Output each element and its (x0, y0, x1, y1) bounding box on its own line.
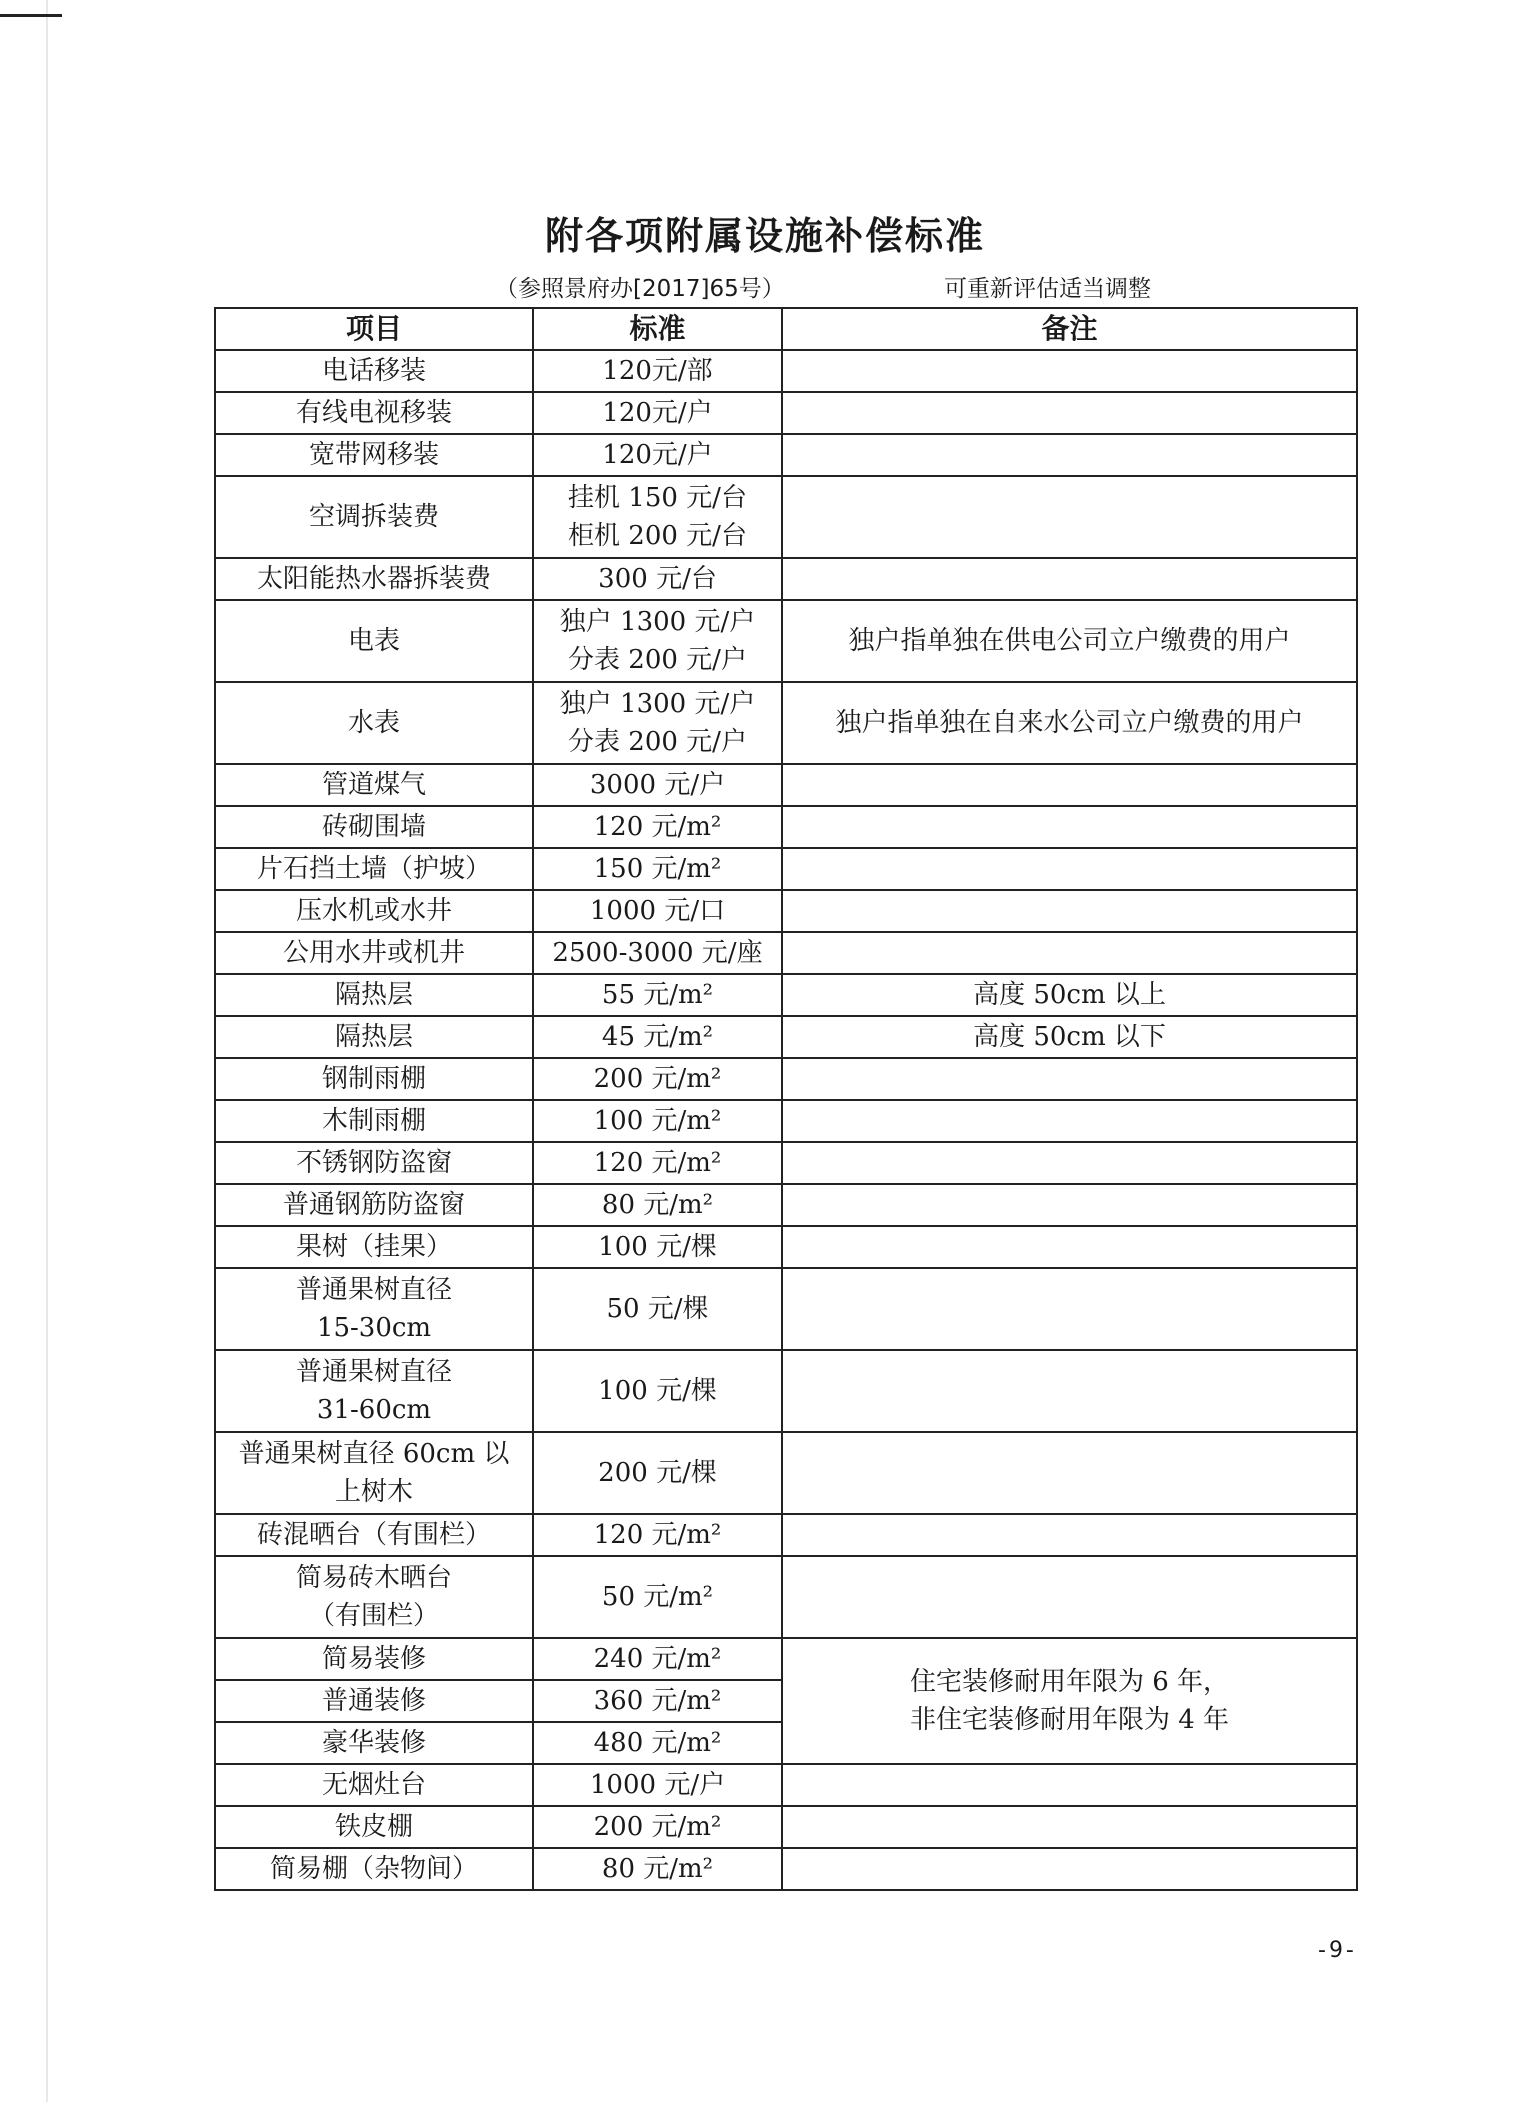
item-line: 上树木 (334, 1477, 413, 1507)
table-row (215, 1142, 1357, 1184)
item-cell: 公用水井或机井 (215, 932, 533, 974)
standard-cell: 120 元/m² (533, 1142, 782, 1184)
table-row (215, 848, 1357, 890)
remark-cell (782, 1514, 1357, 1556)
standard-cell: 120 元/m² (533, 806, 782, 848)
header-item: 项目 (215, 308, 533, 350)
remark-cell (782, 1100, 1357, 1142)
table-row (215, 890, 1357, 932)
table-row (215, 1556, 1357, 1638)
remark-cell (782, 848, 1357, 890)
item-cell: 简易装修 (215, 1638, 533, 1680)
remark-cell (782, 932, 1357, 974)
page-number: -9- (1318, 1938, 1357, 1963)
remark-cell (782, 890, 1357, 932)
standard-line: 独户 1300 元/户 (559, 689, 756, 719)
remark-cell (782, 1848, 1357, 1890)
remark-cell: 独户指单独在供电公司立户缴费的用户 (782, 600, 1357, 682)
table-row (215, 764, 1357, 806)
item-cell: 钢制雨棚 (215, 1058, 533, 1100)
table-row (215, 1268, 1357, 1350)
remark-cell (782, 1638, 1357, 1764)
item-cell: 片石挡土墙（护坡） (215, 848, 533, 890)
standard-cell (533, 600, 782, 682)
standard-cell: 300 元/台 (533, 558, 782, 600)
standard-cell: 100 元/棵 (533, 1226, 782, 1268)
item-cell: 隔热层 (215, 1016, 533, 1058)
item-cell: 铁皮棚 (215, 1806, 533, 1848)
standard-cell: 200 元/m² (533, 1806, 782, 1848)
standard-cell: 480 元/m² (533, 1722, 782, 1764)
standard-cell: 45 元/m² (533, 1016, 782, 1058)
standard-line: 分表 200 元/户 (568, 727, 747, 757)
table-row (215, 1016, 1357, 1058)
standard-cell: 50 元/m² (533, 1556, 782, 1638)
standard-cell (533, 476, 782, 558)
remark-cell (782, 1432, 1357, 1514)
table-row (215, 1226, 1357, 1268)
table-row (215, 1432, 1357, 1514)
item-cell: 不锈钢防盗窗 (215, 1142, 533, 1184)
remark-cell (782, 1226, 1357, 1268)
item-cell: 电表 (215, 600, 533, 682)
table-row (215, 1806, 1357, 1848)
standard-line: 挂机 150 元/台 (568, 483, 747, 513)
table-row (215, 434, 1357, 476)
remark-cell (782, 392, 1357, 434)
table-row (215, 932, 1357, 974)
standard-cell: 360 元/m² (533, 1680, 782, 1722)
item-cell: 宽带网移装 (215, 434, 533, 476)
item-cell: 砖砌围墙 (215, 806, 533, 848)
item-cell (215, 1268, 533, 1350)
scan-edge-shadow (46, 0, 48, 2102)
table-row (215, 558, 1357, 600)
item-line: 15-30cm (316, 1313, 432, 1343)
table-row (215, 682, 1357, 764)
standard-cell (533, 682, 782, 764)
table-row (215, 1058, 1357, 1100)
reference-note: （参照景府办[2017]65号） (495, 276, 785, 302)
remark-cell (782, 1184, 1357, 1226)
standard-cell: 50 元/棵 (533, 1268, 782, 1350)
item-cell: 豪华装修 (215, 1722, 533, 1764)
item-cell: 木制雨棚 (215, 1100, 533, 1142)
corner-rule-line (0, 14, 62, 17)
standard-cell: 150 元/m² (533, 848, 782, 890)
standard-line: 柜机 200 元/台 (568, 521, 747, 551)
item-cell: 砖混晒台（有围栏） (215, 1514, 533, 1556)
item-cell: 压水机或水井 (215, 890, 533, 932)
item-cell: 简易棚（杂物间） (215, 1848, 533, 1890)
table-row (215, 1764, 1357, 1806)
remark-cell (782, 1556, 1357, 1638)
remark-cell (782, 476, 1357, 558)
table-row (215, 1848, 1357, 1890)
remark-cell (782, 1764, 1357, 1806)
item-cell (215, 1350, 533, 1432)
standard-cell: 120 元/m² (533, 1514, 782, 1556)
table-row (215, 1184, 1357, 1226)
item-cell: 普通装修 (215, 1680, 533, 1722)
table-row (215, 1638, 1357, 1680)
remark-cell (782, 1350, 1357, 1432)
remark-cell: 高度 50cm 以下 (782, 1016, 1357, 1058)
item-cell (215, 1432, 533, 1514)
table-row (215, 600, 1357, 682)
remark-cell (782, 1058, 1357, 1100)
table-row (215, 476, 1357, 558)
remark-cell (782, 1142, 1357, 1184)
item-cell: 普通钢筋防盗窗 (215, 1184, 533, 1226)
standard-cell: 240 元/m² (533, 1638, 782, 1680)
remark-cell (782, 434, 1357, 476)
item-cell: 隔热层 (215, 974, 533, 1016)
remark-cell (782, 1268, 1357, 1350)
page-title: 附各项附属设施补偿标准 (544, 214, 985, 258)
remark-cell (782, 350, 1357, 392)
table-row (215, 1514, 1357, 1556)
item-cell: 水表 (215, 682, 533, 764)
remark-cell (782, 806, 1357, 848)
table-row (215, 1100, 1357, 1142)
remark-cell (782, 558, 1357, 600)
remark-cell: 独户指单独在自来水公司立户缴费的用户 (782, 682, 1357, 764)
table-row (215, 1350, 1357, 1432)
standard-cell: 55 元/m² (533, 974, 782, 1016)
remark-cell (782, 1806, 1357, 1848)
item-line: （有围栏） (308, 1601, 439, 1631)
item-cell: 空调拆装费 (215, 476, 533, 558)
header-standard: 标准 (533, 308, 782, 350)
item-line: 普通果树直径 (295, 1357, 452, 1387)
header-row (215, 308, 1357, 350)
table-row (215, 806, 1357, 848)
item-cell: 电话移装 (215, 350, 533, 392)
standard-cell: 3000 元/户 (533, 764, 782, 806)
item-cell: 管道煤气 (215, 764, 533, 806)
remark-line: 非住宅装修耐用年限为 4 年 (909, 1705, 1230, 1735)
standard-cell: 120元/部 (533, 350, 782, 392)
item-line: 普通果树直径 (295, 1275, 452, 1305)
item-line: 31-60cm (316, 1395, 432, 1425)
standard-cell: 120元/户 (533, 434, 782, 476)
item-cell: 有线电视移装 (215, 392, 533, 434)
standard-cell: 200 元/棵 (533, 1432, 782, 1514)
standard-line: 分表 200 元/户 (568, 645, 747, 675)
standard-cell: 100 元/m² (533, 1100, 782, 1142)
standard-cell: 80 元/m² (533, 1848, 782, 1890)
remark-line: 住宅装修耐用年限为 6 年， (909, 1667, 1230, 1697)
standard-cell: 1000 元/户 (533, 1764, 782, 1806)
remark-cell: 高度 50cm 以上 (782, 974, 1357, 1016)
compensation-table (214, 307, 1358, 1891)
standard-cell: 80 元/m² (533, 1184, 782, 1226)
table-row (215, 974, 1357, 1016)
item-cell: 太阳能热水器拆装费 (215, 558, 533, 600)
standard-cell: 2500-3000 元/座 (533, 932, 782, 974)
adjust-note: 可重新评估适当调整 (944, 276, 1151, 302)
standard-line: 独户 1300 元/户 (559, 607, 756, 637)
standard-cell: 120元/户 (533, 392, 782, 434)
item-cell: 果树（挂果） (215, 1226, 533, 1268)
remark-cell (782, 764, 1357, 806)
standard-cell: 100 元/棵 (533, 1350, 782, 1432)
item-cell: 无烟灶台 (215, 1764, 533, 1806)
item-cell (215, 1556, 533, 1638)
standard-cell: 1000 元/口 (533, 890, 782, 932)
standard-cell: 200 元/m² (533, 1058, 782, 1100)
table-row (215, 350, 1357, 392)
item-line: 普通果树直径 60cm 以 (238, 1439, 510, 1469)
table-row (215, 392, 1357, 434)
item-line: 简易砖木晒台 (295, 1563, 452, 1593)
header-remark: 备注 (782, 308, 1357, 350)
